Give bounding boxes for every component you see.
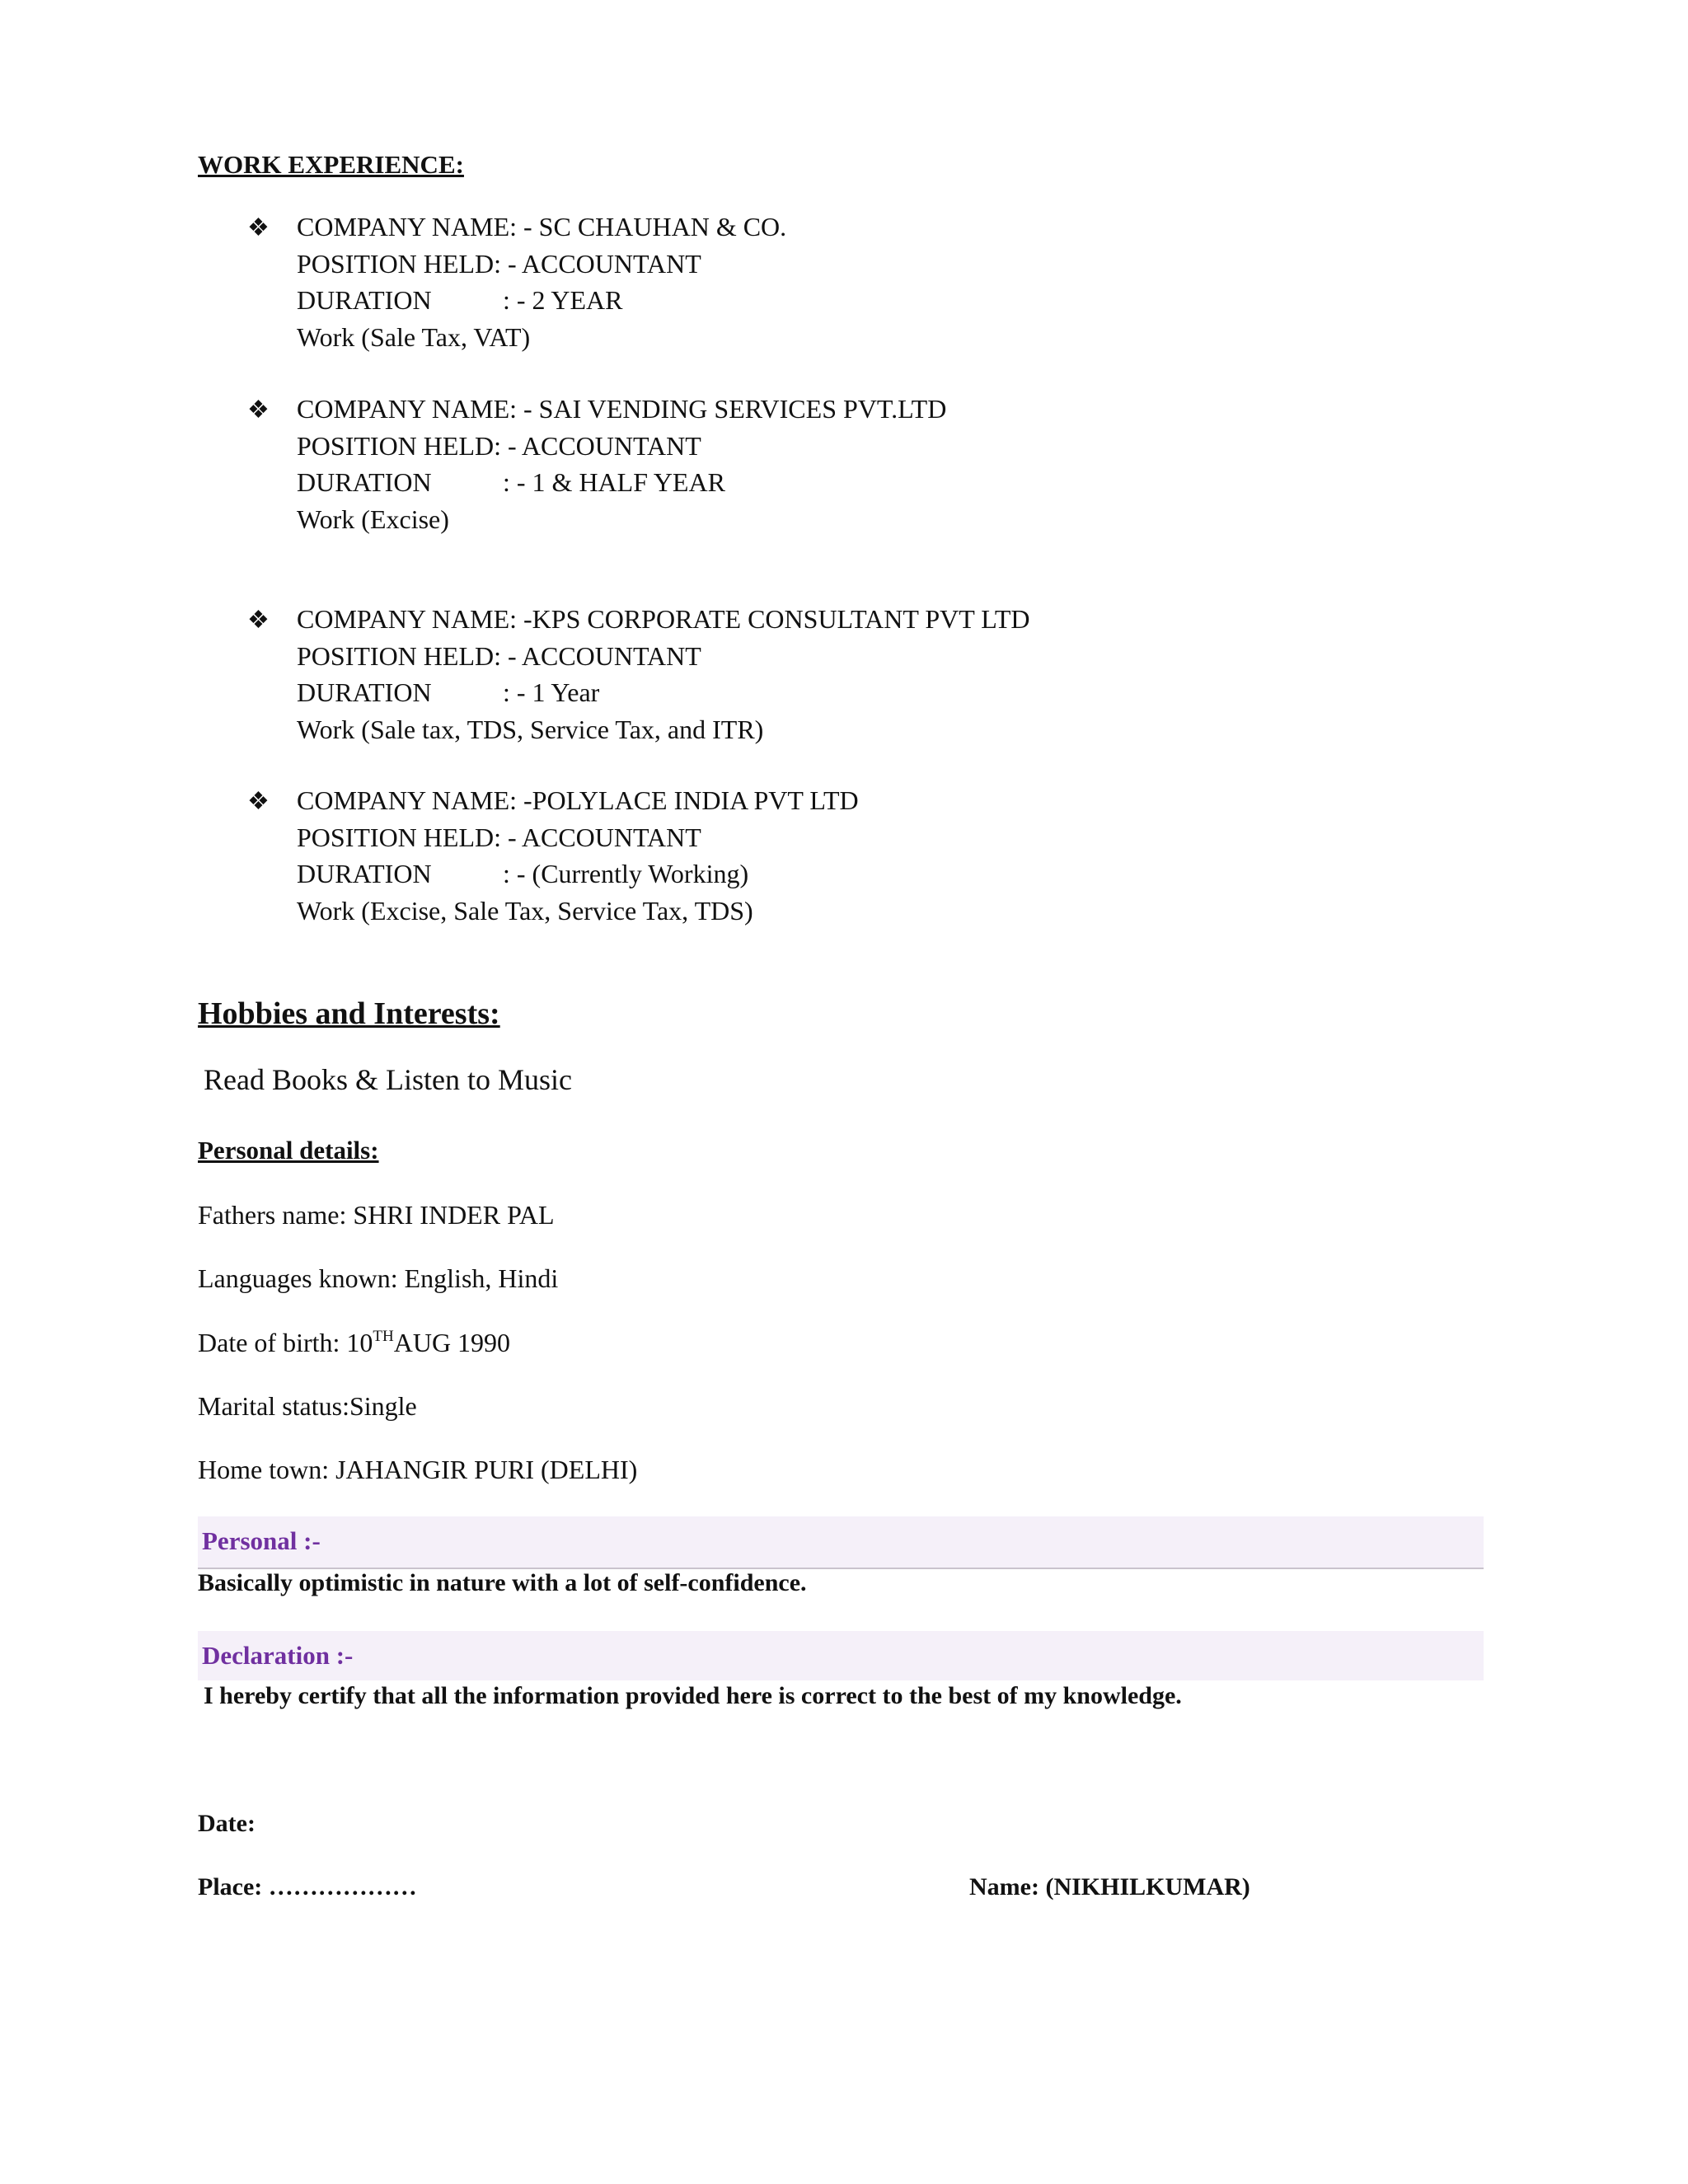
marital-status: Marital status:Single xyxy=(198,1391,417,1421)
job-1-position: POSITION HELD: - ACCOUNTANT xyxy=(297,249,701,279)
fathers-name: Fathers name: SHRI INDER PAL xyxy=(198,1200,555,1230)
job-3-work: Work (Sale tax, TDS, Service Tax, and ITR) xyxy=(297,715,764,744)
declaration-text: I hereby certify that all the information provided here is correct to the best of my knowledge. xyxy=(204,1682,1182,1709)
job-4-duration-label: DURATION xyxy=(297,859,432,888)
job-3-duration-value: : - 1 Year xyxy=(503,677,600,707)
job-4-duration-value: : - (Currently Working) xyxy=(503,859,749,888)
job-2-duration xyxy=(297,467,725,498)
hobbies-text: Read Books & Listen to Music xyxy=(204,1063,572,1096)
bullet-icon: ❖ xyxy=(247,396,270,424)
job-1-work: Work (Sale Tax, VAT) xyxy=(297,322,531,352)
dob-superscript: TH xyxy=(373,1328,394,1345)
job-1-duration-label: DURATION xyxy=(297,285,432,315)
job-2-duration-value: : - 1 & HALF YEAR xyxy=(503,467,725,497)
job-2-position: POSITION HELD: - ACCOUNTANT xyxy=(297,431,701,461)
job-2-company: COMPANY NAME: - SAI VENDING SERVICES PVT.LTD xyxy=(297,394,947,424)
place-label: Place: ……………… xyxy=(198,1873,417,1900)
date-label: Date: xyxy=(198,1810,256,1837)
hobbies-title: Hobbies and Interests: xyxy=(198,996,500,1031)
personal-band xyxy=(198,1516,1484,1569)
job-4-company: COMPANY NAME: -POLYLACE INDIA PVT LTD xyxy=(297,785,859,815)
signature-name: Name: (NIKHILKUMAR) xyxy=(969,1873,1250,1900)
personal-title: Personal :- xyxy=(202,1526,321,1555)
bullet-icon: ❖ xyxy=(247,788,270,815)
job-2-duration-label: DURATION xyxy=(297,467,432,497)
job-3-company: COMPANY NAME: -KPS CORPORATE CONSULTANT PVT LTD xyxy=(297,604,1030,634)
bullet-icon: ❖ xyxy=(247,214,270,241)
job-3-position: POSITION HELD: - ACCOUNTANT xyxy=(297,641,701,671)
dob-prefix: Date of birth: 10 xyxy=(198,1328,373,1357)
job-1-duration-value: : - 2 YEAR xyxy=(503,285,623,315)
declaration-band xyxy=(198,1631,1484,1680)
personal-text: Basically optimistic in nature with a lot of self-confidence. xyxy=(198,1569,807,1596)
home-town: Home town: JAHANGIR PURI (DELHI) xyxy=(198,1455,638,1484)
date-of-birth xyxy=(198,1328,510,1358)
job-3-duration-label: DURATION xyxy=(297,677,432,707)
job-4-position: POSITION HELD: - ACCOUNTANT xyxy=(297,823,701,852)
bullet-icon: ❖ xyxy=(247,607,270,634)
job-4-work: Work (Excise, Sale Tax, Service Tax, TDS) xyxy=(297,896,753,926)
personal-details-title: Personal details: xyxy=(198,1136,379,1165)
job-1-duration xyxy=(297,285,622,316)
job-3-duration xyxy=(297,677,599,708)
job-4-duration xyxy=(297,859,748,889)
dob-suffix: AUG 1990 xyxy=(393,1328,511,1357)
languages-known: Languages known: English, Hindi xyxy=(198,1263,559,1293)
work-experience-title: WORK EXPERIENCE: xyxy=(198,150,464,179)
job-2-work: Work (Excise) xyxy=(297,504,449,534)
job-1-company: COMPANY NAME: - SC CHAUHAN & CO. xyxy=(297,212,787,241)
declaration-title: Declaration :- xyxy=(202,1641,354,1670)
